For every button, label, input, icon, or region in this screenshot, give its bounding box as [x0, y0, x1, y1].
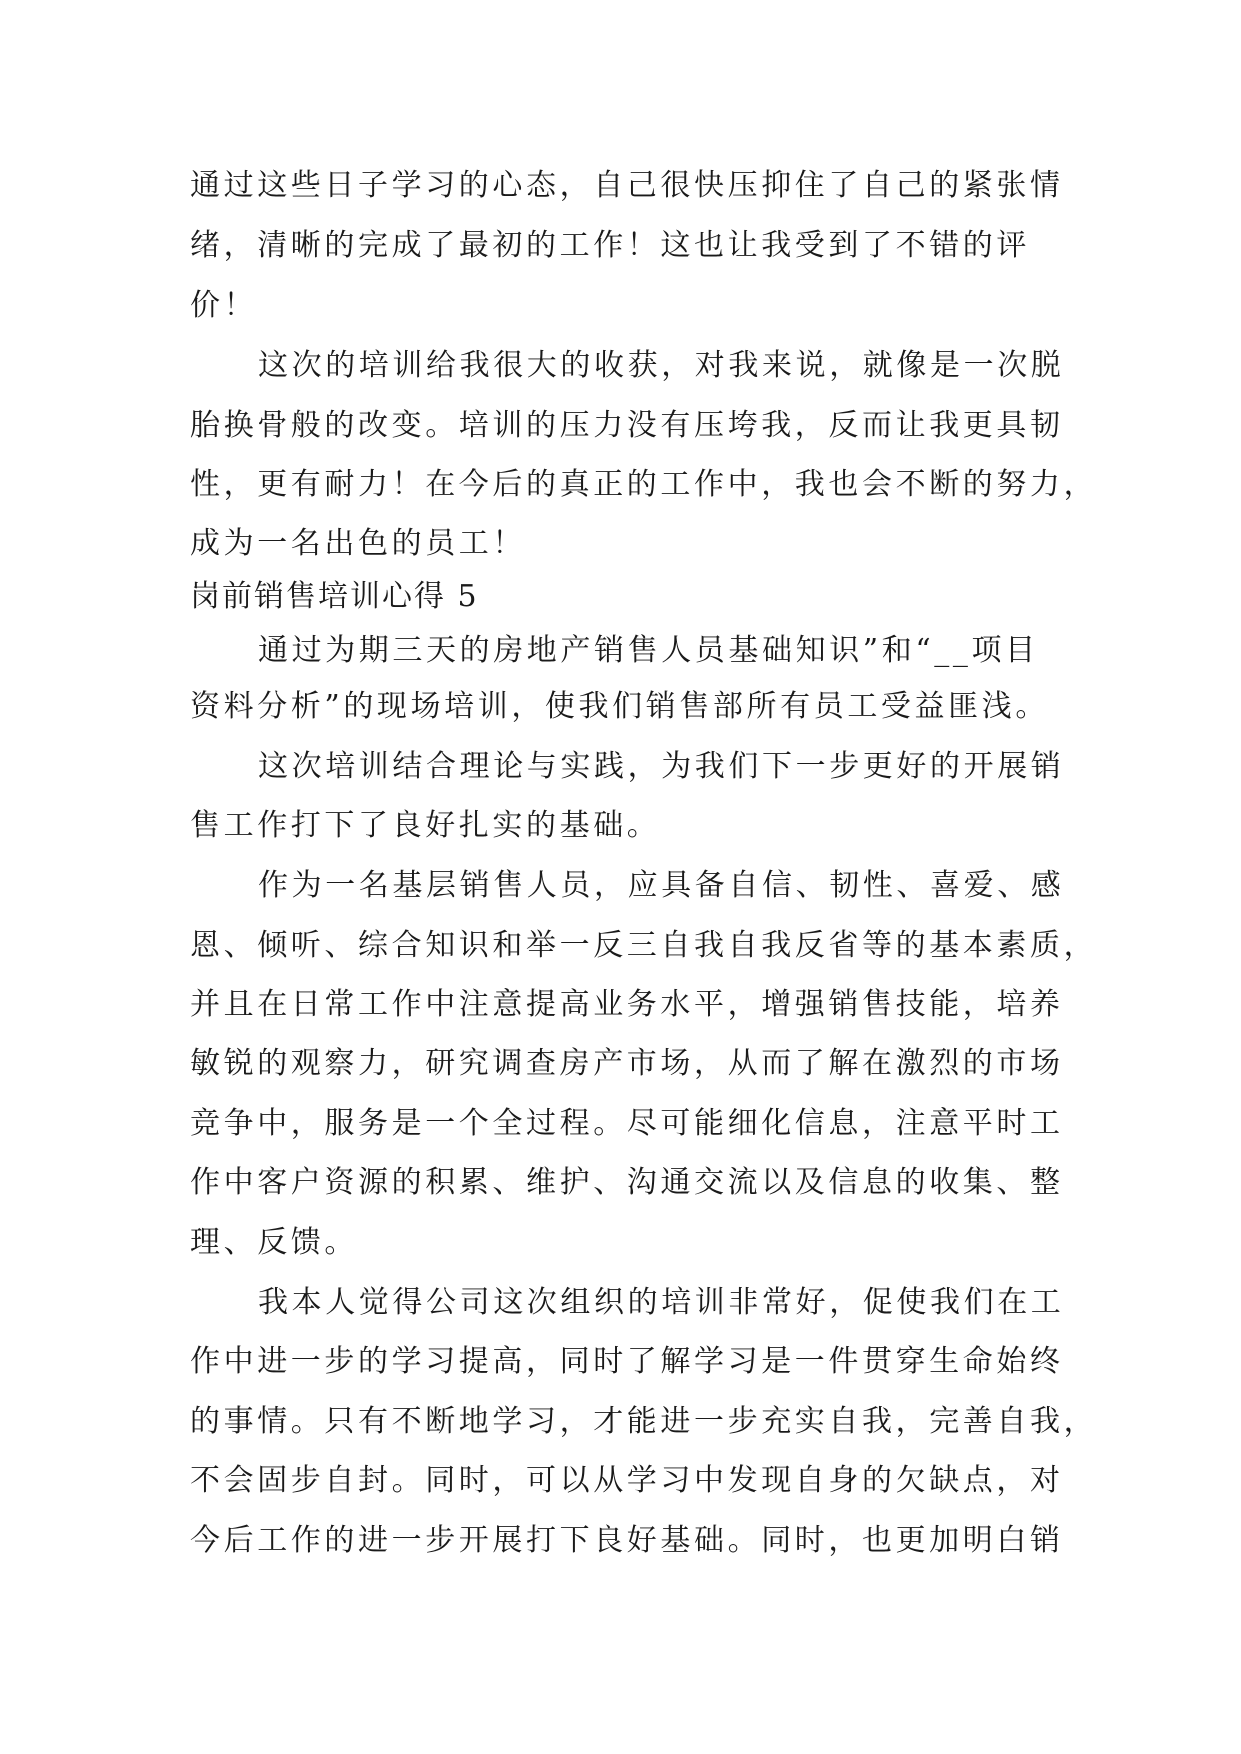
- paragraph-start-line: 这次的培训给我很大的收获，对我来说，就像是一次脱: [258, 348, 1065, 383]
- text-line: 不会固步自封。同时，可以从学习中发现自身的欠缺点，对: [190, 1463, 1064, 1498]
- paragraph-start-line: 通过为期三天的房地产销售人员基础知识”和“__项目: [258, 633, 1039, 668]
- text-line: 通过这些日子学习的心态，自己很快压抑住了自己的紧张情: [190, 168, 1064, 203]
- text-line: 的事情。只有不断地学习，才能进一步充实自我，完善自我，: [190, 1404, 1098, 1439]
- section-heading: 岗前销售培训心得 5: [190, 579, 479, 614]
- text-line: 性，更有耐力！在今后的真正的工作中，我也会不断的努力，: [190, 467, 1098, 502]
- text-line: 竞争中，服务是一个全过程。尽可能细化信息，注意平时工: [190, 1106, 1064, 1141]
- paragraph-start-line: 作为一名基层销售人员，应具备自信、韧性、喜爱、感: [258, 868, 1065, 903]
- paragraph-start-line: 我本人觉得公司这次组织的培训非常好，促使我们在工: [258, 1285, 1065, 1320]
- text-line: 理、反馈。: [190, 1225, 358, 1260]
- text-line: 并且在日常工作中注意提高业务水平，增强销售技能，培养: [190, 987, 1064, 1022]
- text-line: 胎换骨般的改变。培训的压力没有压垮我，反而让我更具韧: [190, 408, 1064, 443]
- text-line: 作中客户资源的积累、维护、沟通交流以及信息的收集、整: [190, 1165, 1064, 1200]
- text-line: 恩、倾听、综合知识和举一反三自我自我反省等的基本素质，: [190, 928, 1098, 963]
- text-line: 售工作打下了良好扎实的基础。: [190, 808, 661, 843]
- text-line: 作中进一步的学习提高，同时了解学习是一件贯穿生命始终: [190, 1344, 1064, 1379]
- text-line: 资料分析”的现场培训，使我们销售部所有员工受益匪浅。: [190, 689, 1049, 724]
- text-line: 今后工作的进一步开展打下良好基础。同时，也更加明白销: [190, 1523, 1064, 1558]
- paragraph-start-line: 这次培训结合理论与实践，为我们下一步更好的开展销: [258, 749, 1065, 784]
- text-line: 成为一名出色的员工！: [190, 526, 526, 561]
- text-line: 敏锐的观察力，研究调查房产市场，从而了解在激烈的市场: [190, 1046, 1064, 1081]
- text-line: 绪，清晰的完成了最初的工作！这也让我受到了不错的评: [190, 228, 1030, 263]
- text-line: 价！: [190, 288, 258, 323]
